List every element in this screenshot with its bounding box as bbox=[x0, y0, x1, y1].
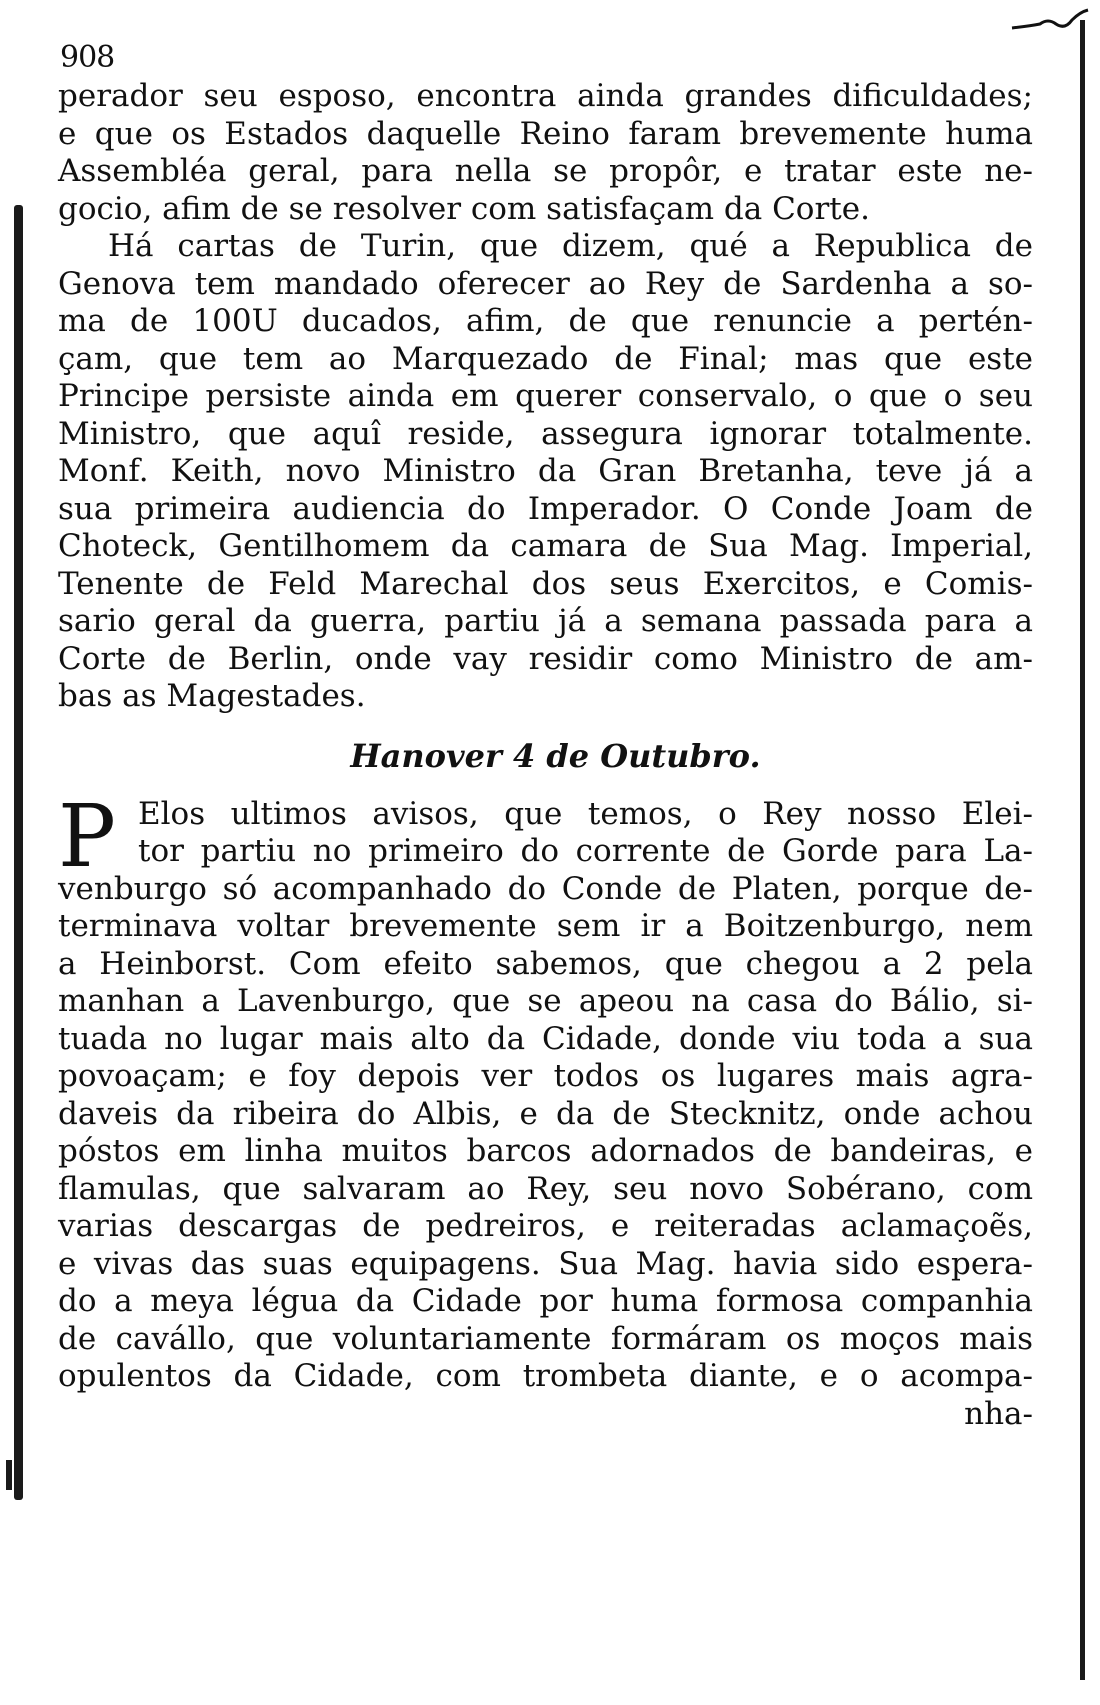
drop-cap: P bbox=[58, 786, 116, 887]
text-line: manhan a Lavenburgo, que se apeou na casa do Bálio, si- bbox=[58, 983, 1033, 1019]
text-line: Há cartas de Turin, que dizem, qué a Republica de bbox=[108, 228, 1033, 264]
text-line: Ministro, que aquî reside, assegura ignorar totalmente. bbox=[58, 415, 1033, 452]
text-line: perador seu esposo, encontra ainda grandes dificuldades; bbox=[58, 78, 1033, 114]
left-margin-mark bbox=[6, 1460, 12, 1490]
text-line: tuada no lugar mais alto da Cidade, donde viu toda a sua bbox=[58, 1020, 1033, 1057]
text-line: varias descargas de pedreiros, e reiteradas aclamaçoẽs, bbox=[58, 1208, 1033, 1244]
text-line: povoaçam; e foy depois ver todos os lugares mais agra- bbox=[58, 1058, 1033, 1094]
text-line: sua primeira audiencia do Imperador. O Conde Joam de bbox=[58, 490, 1033, 527]
text-line: tor partiu no primeiro do corrente de Gorde para La- bbox=[138, 833, 1033, 869]
text-line: e vivas das suas equipagens. Sua Mag. havia sido espera- bbox=[58, 1245, 1033, 1282]
text-block bbox=[58, 78, 1033, 1433]
right-margin-rule bbox=[1080, 20, 1085, 1680]
text-line: gocio, afim de se resolver com satisfaçam da Corte. bbox=[58, 190, 870, 227]
text-line: de cavállo, que voluntariamente formáram os moços mais bbox=[58, 1320, 1033, 1357]
text-line: ma de 100U ducados, afim, de que renuncie a pertén- bbox=[58, 303, 1033, 339]
text-line: Monf. Keith, novo Ministro da Gran Bretanha, teve já a bbox=[58, 453, 1033, 489]
text-line: opulentos da Cidade, com trombeta diante, e o acompa- bbox=[58, 1358, 1033, 1394]
text-line: çam, que tem ao Marquezado de Final; mas que este bbox=[58, 340, 1033, 377]
catchword: nha- bbox=[964, 1395, 1033, 1432]
text-line: Genova tem mandado oferecer ao Rey de Sardenha a so- bbox=[58, 265, 1033, 302]
text-line: venburgo só acompanhado do Conde de Platen, porque de- bbox=[58, 870, 1033, 907]
text-line: flamulas, que salvaram ao Rey, seu novo Sobérano, com bbox=[58, 1170, 1033, 1207]
text-line: Choteck, Gentilhomem da camara de Sua Mag. Imperial, bbox=[58, 528, 1033, 564]
text-line-content: Elos ultimos avisos, que temos, o Rey nosso Elei- bbox=[138, 795, 1033, 832]
text-line: daveis da ribeira do Albis, e da de Stecknitz, onde achou bbox=[58, 1095, 1033, 1132]
text-line: a Heinborst. Com efeito sabemos, que chegou a 2 pela bbox=[58, 945, 1033, 982]
text-line: Principe persiste ainda em querer conservalo, o que o seu bbox=[58, 378, 1033, 414]
corner-scribble-icon bbox=[1010, 6, 1090, 36]
text-line: do a meya légua da Cidade por huma formosa companhia bbox=[58, 1283, 1033, 1319]
section-heading: Hanover 4 de Outubro. bbox=[350, 736, 761, 775]
page-number: 908 bbox=[60, 40, 115, 75]
text-line: e que os Estados daquelle Reino faram brevemente huma bbox=[58, 115, 1033, 152]
text-line: terminava voltar brevemente sem ir a Boitzenburgo, nem bbox=[58, 908, 1033, 944]
text-line: bas as Magestades. bbox=[58, 678, 366, 714]
text-line: Assembléa geral, para nella se propôr, e tratar este ne- bbox=[58, 153, 1033, 189]
text-line: póstos em linha muitos barcos adornados de bandeiras, e bbox=[58, 1133, 1033, 1169]
text-line: Corte de Berlin, onde vay residir como Ministro de am- bbox=[58, 640, 1033, 677]
text-line: sario geral da guerra, partiu já a semana passada para a bbox=[58, 603, 1033, 639]
text-line: Tenente de Feld Marechal dos seus Exercitos, e Comis- bbox=[58, 565, 1033, 602]
left-margin-rule bbox=[14, 205, 23, 1500]
